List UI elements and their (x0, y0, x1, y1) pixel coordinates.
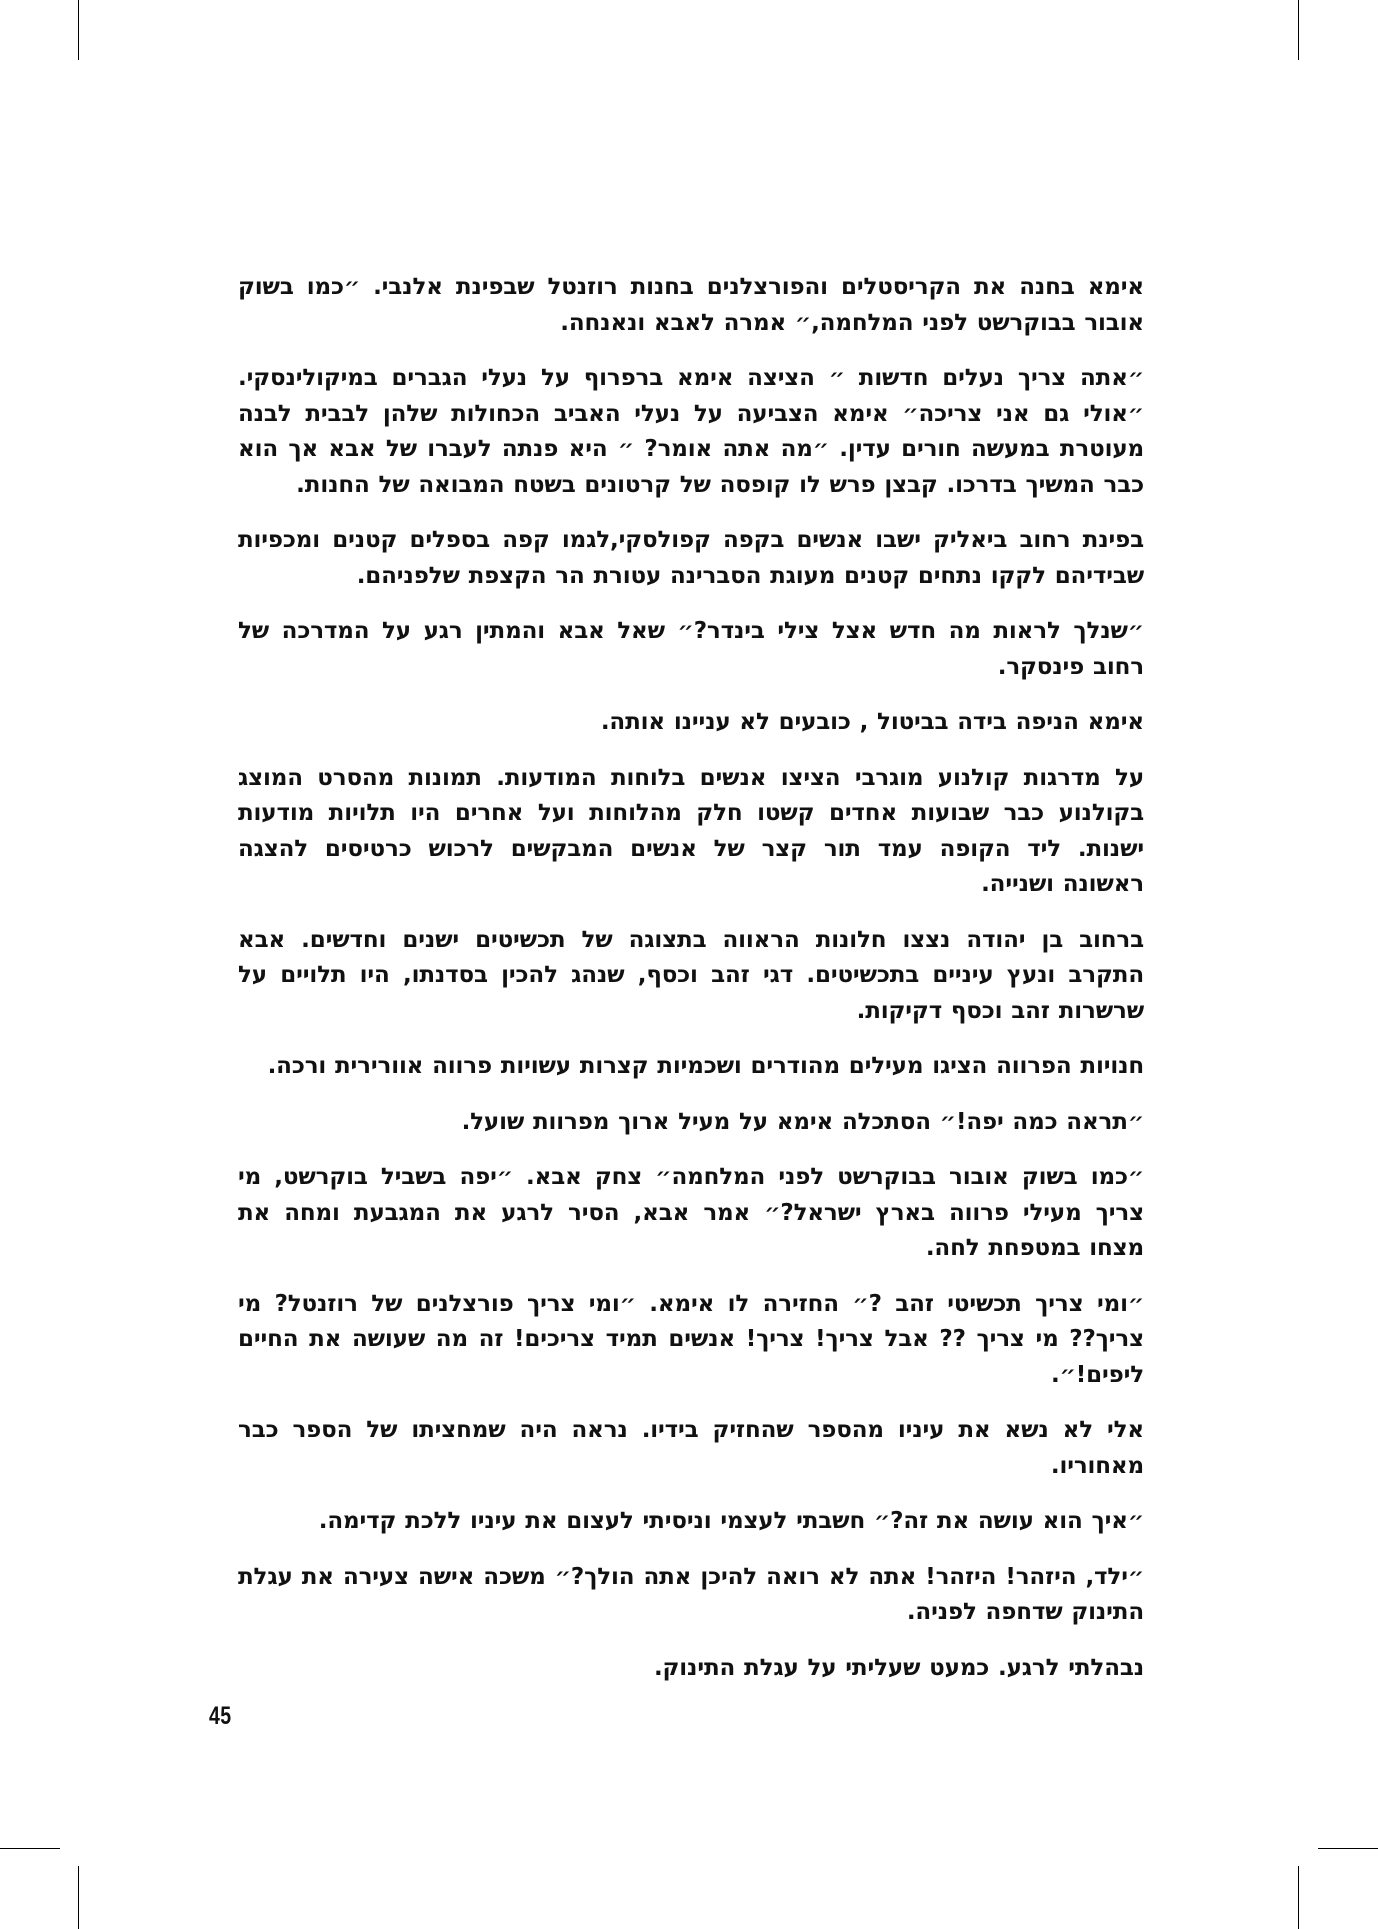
paragraph-5: אימא הניפה בידה בביטול , כובעים לא עניינו אותה. (600, 709, 1144, 735)
paragraph-11: ״ומי צריך תכשיטי זהב ?״ החזירה לו אימא. ״ומי צריך פורצלנים של רוזנטל? מי צריך?? מי צריך ?? אבל צריך! צריך! אנשים תמיד צריכים! זה מה שעושה את החיים ליפים!״. (238, 1290, 1144, 1388)
paragraph-9: ״תראה כמה יפה!״ הסתכלה אימא על מעיל ארוך מפרוות שועל. (461, 1108, 1144, 1135)
crop-mark-right-lower (1318, 1848, 1378, 1849)
crop-mark-top-right (1298, 0, 1299, 60)
page-number: 45 (209, 1702, 232, 1730)
paragraph-1: אימא בחנה את הקריסטלים והפורצלנים בחנות רוזנטל שבפינת אלנבי. ״כמו בשוק אובור בבוקרשט לפני המלחמה,״ אמרה לאבא ונאנחה. (238, 274, 1144, 336)
body-text (238, 270, 1144, 1706)
paragraph-8: חנויות הפרווה הציגו מעילים מהודרים ושכמיות קצרות עשויות פרווה אוורירית ורכה. (267, 1053, 1144, 1079)
crop-mark-left-lower (0, 1848, 60, 1849)
paragraph-10: ״כמו בשוק אובור בבוקרשט לפני המלחמה״ צחק אבא. ״יפה בשביל בוקרשט, מי צריך מעילי פרווה בארץ ישראל?״ אמר אבא, הסיר לרגע את המגבעת ומחה את מצחו במטפחת לחה. (238, 1164, 1144, 1261)
paragraph-6: על מדרגות קולנוע מוגרבי הציצו אנשים בלוחות המודעות. תמונות מהסרט המוצג בקולנוע כבר שבועות אחדים קשטו חלק מהלוחות ועל אחרים היו תלויות מודעות ישנות. ליד הקופה עמד תור קצר של אנשים המבקשים לרכוש כרטיסים להצגה ראשונה ושנייה. (238, 764, 1144, 897)
paragraph-14: ״ילד, היזהר! היזהר! אתה לא רואה להיכן אתה הולך?״ משכה אישה צעירה את עגלת התינוק שדחפה לפניה. (238, 1563, 1144, 1625)
paragraph-2: ״אתה צריך נעלים חדשות ״ הציצה אימא ברפרוף על נעלי הגברים במיקולינסקי. ״אולי גם אני צריכה״ אימא הצביעה על נעלי האביב הכחולות שלהן לבבית לבנה מעוטרת במעשה חורים עדין. ״מה אתה אומר? ״ היא פנתה לעברו של אבא אך הוא כבר המשיך בדרכו. קבצן פרש לו קופסה של קרטונים בשטח המבואה של החנות. (238, 365, 1144, 498)
paragraph-15: נבהלתי לרגע. כמעט שעליתי על עגלת התינוק. (653, 1654, 1144, 1681)
paragraph-3: בפינת רחוב ביאליק ישבו אנשים בקפה קפולסקי,לגמו קפה בספלים קטנים ומכפיות שבידיהם לקקו נתחים קטנים מעוגת הסברינה עטורת הר הקצפת שלפניהם. (238, 527, 1144, 589)
paragraph-4: ״שנלך לראות מה חדש אצל צילי בינדר?״ שאל אבא והמתין רגע על המדרכה של רחוב פינסקר. (238, 618, 1144, 680)
paragraph-13: ״איך הוא עושה את זה?״ חשבתי לעצמי וניסיתי לעצום את עיניו ללכת קדימה. (318, 1508, 1144, 1534)
crop-mark-bottom-left (78, 1866, 79, 1929)
crop-mark-top-left (78, 0, 79, 60)
paragraph-12: אלי לא נשא את עיניו מהספר שהחזיק בידיו. נראה היה שמחציתו של הספר כבר מאחוריו. (238, 1417, 1144, 1479)
crop-mark-bottom-right (1298, 1866, 1299, 1929)
paragraph-7: ברחוב בן יהודה נצצו חלונות הראווה בתצוגה של תכשיטים ישנים וחדשים. אבא התקרב ונעץ עיניים בתכשיטים. דגי זהב וכסף, שנהג להכין בסדנתו, היו תלויים על שרשרות זהב וכסף דקיקות. (238, 926, 1144, 1024)
